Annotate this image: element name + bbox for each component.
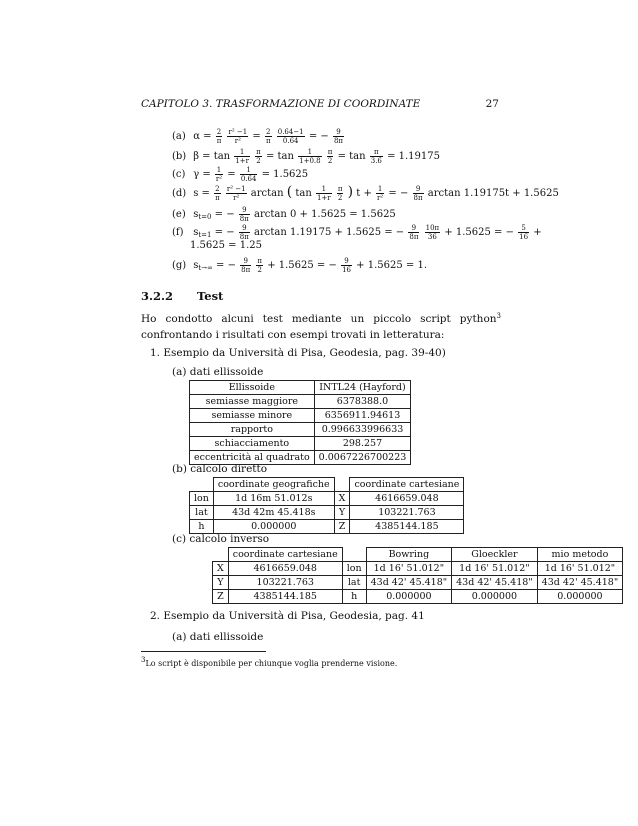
list-item-2: 2. Esempio da Università di Pisa, Geodesia, pag. 41 [150,610,425,622]
equation-c: (c) γ = $\frac{1}{\text{r²}}$ = $\frac{1}{0.64}$ = 1.5625 [172,166,309,183]
direct-calc-table [189,477,464,534]
table-row: eccentricità al quadrato 0.0067226700223 [190,451,411,465]
footnote-mark: 3 [496,312,501,320]
section-number: 3.2.2 [141,289,174,303]
table-row: semiasse minore 6356911.94613 [190,409,411,423]
equation-a: (a) α = $\frac{2}{\pi}$ $\frac{\text{r² −1}}{\text{r²}}$ = $\frac{2}{\pi}$ $\frac{0.64-1}{0.64}$ = − $\frac{9}{8\pi}$ [172,128,344,145]
inverse-calc-table [212,547,623,604]
table-row: lat 43d 42m 45.418s Y 103221.763 [190,506,464,520]
table-row: h 0.000000 Z 4385144.185 [190,520,464,534]
equation-g: (g) $s_{t\to\infty}$ = − $\frac{9}{8\pi}$ $\frac{\pi}{2}$ + 1.5625 = − $\frac{9}{16}$ + 1.5625 = 1. [172,257,427,274]
table-row: rapporto 0.996633996633 [190,423,411,437]
intro-paragraph: Ho condotto alcuni test mediante un piccolo script python$^3$ confrontando i risultati con esempi trovati in letteratura: [141,312,501,341]
table-row: semiasse maggiore 6378388.0 [190,395,411,409]
table-row: X 4616659.048 lon 1d 16' 51.012" 1d 16' 51.012" 1d 16' 51.012" [213,562,623,576]
equation-d: (d) s = $\frac{2}{\pi}$ $\frac{\text{r² −1}}{\text{r²}}$ arctan ( tan $\frac{1}{1+r}$ $\frac{\pi}{2}$ ) t + $\frac{1}{\text{r²}}$ = − $\frac{9}{8\pi}$ arctan 1.19175t + 1.5625 [172,184,559,202]
section-title: Test [197,289,224,303]
equation-b: (b) β = tan $\frac{1}{1+r}$ $\frac{\pi}{2}$ = tan $\frac{1}{1+0.8}$ $\frac{\pi}{2}$ = tan $\frac{\pi}{3.6}$ = 1.19175 [172,148,440,165]
table-header-row: coordinate geografiche coordinate cartesiane [190,478,464,492]
footnote [141,656,397,668]
subitem-inverse: (c) calcolo inverso [172,533,270,545]
list-item-1: 1. Esempio da Università di Pisa, Geodesia, pag. 39-40) [150,347,446,359]
equation-f-continued: 1.5625 = 1.25 [190,240,262,251]
subitem-ellipsoid: (a) dati ellissoide [172,366,264,378]
equation-f: (f) $s_{t=1}$ = − $\frac{9}{8\pi}$ arctan 1.19175 + 1.5625 = − $\frac{9}{8\pi}$ $\frac{10\pi}{36}$ + 1.5625 = − $\frac{5}{16}$ + [172,224,542,241]
table-row: Y 103221.763 lat 43d 42' 45.418" 43d 42' 45.418" 43d 42' 45.418" [213,576,623,590]
running-header [141,98,499,110]
table-header-row: Ellissoide INTL24 (Hayford) [190,381,411,395]
subitem-direct: (b) calcolo diretto [172,463,268,475]
table-row: Z 4385144.185 h 0.000000 0.000000 0.000000 [213,590,623,604]
eq-label: (a) [172,131,186,142]
page-number: 27 [485,98,499,110]
table-header-row: coordinate cartesiane Bowring Gloeckler mio metodo [213,548,623,562]
section-heading [141,289,223,303]
table-row: schiacciamento 298.257 [190,437,411,451]
table-row: lon 1d 16m 51.012s X 4616659.048 [190,492,464,506]
header-title: CAPITOLO 3. TRASFORMAZIONE DI COORDINATE [141,98,421,110]
equation-e: (e) $s_{t=0}$ = − $\frac{9}{8\pi}$ arctan 0 + 1.5625 = 1.5625 [172,206,396,223]
footnote-number: 3 [141,656,146,664]
subitem-ellipsoid-2: (a) dati ellissoide [172,631,264,643]
footnote-text: Lo script è disponibile per chiunque voglia prenderne visione. [145,659,398,668]
footnote-rule [141,651,266,652]
ellipsoid-table [189,380,411,465]
